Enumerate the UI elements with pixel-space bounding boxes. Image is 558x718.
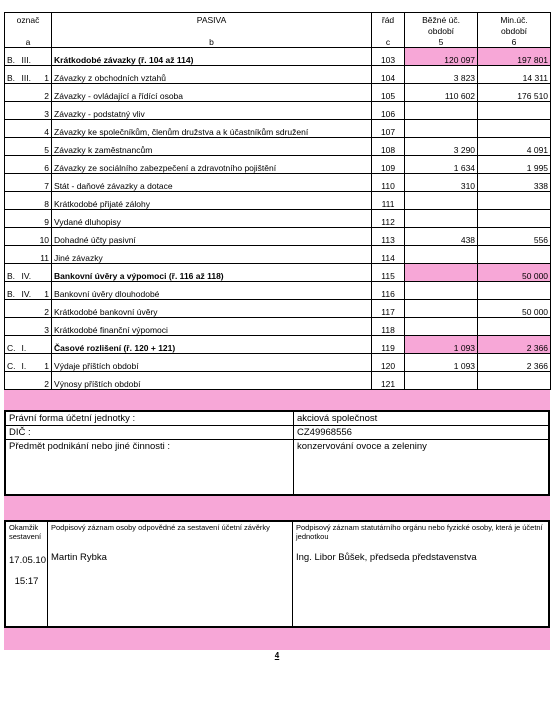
mark-item: 2	[38, 84, 52, 102]
row-number: 104	[372, 66, 405, 84]
previous-period-value	[478, 246, 551, 264]
header-row	[5, 13, 551, 48]
row-number: 117	[372, 300, 405, 318]
row-label: Krátkodobé finanční výpomoci	[52, 318, 372, 336]
current-period-value	[405, 264, 478, 282]
mark-item: 7	[38, 174, 52, 192]
table-row	[5, 48, 551, 66]
row-number: 112	[372, 210, 405, 228]
mark-group	[5, 120, 20, 138]
current-period-value	[405, 282, 478, 300]
table-row	[5, 120, 551, 138]
row-number: 116	[372, 282, 405, 300]
mark-subgroup	[20, 372, 38, 390]
table-row	[5, 192, 551, 210]
mark-item: 10	[38, 228, 52, 246]
preparer-signature-label: Podpisový záznam osoby odpovědné za sestavení účetní závěrky	[51, 523, 270, 532]
header-mark-label: označ	[16, 15, 40, 25]
current-period-value: 3 290	[405, 138, 478, 156]
table-row	[5, 282, 551, 300]
current-period-value: 120 097	[405, 48, 478, 66]
mark-item: 1	[38, 66, 52, 84]
mark-item: 3	[38, 102, 52, 120]
mark-item: 1	[38, 282, 52, 300]
previous-period-value: 50 000	[478, 300, 551, 318]
previous-period-value: 14 311	[478, 66, 551, 84]
balance-sheet-page	[4, 12, 550, 660]
mark-group	[5, 138, 20, 156]
row-label: Bankovní úvěry dlouhodobé	[52, 282, 372, 300]
row-number: 120	[372, 354, 405, 372]
header-mark	[5, 13, 52, 48]
current-period-value	[405, 210, 478, 228]
liabilities-table	[4, 12, 551, 390]
table-row	[5, 66, 551, 84]
dic-label: DIČ :	[6, 426, 294, 440]
mark-subgroup: III.	[20, 66, 38, 84]
current-period-value	[405, 300, 478, 318]
table-row	[5, 228, 551, 246]
compilation-moment-label: Okamžik sestavení	[9, 523, 42, 541]
mark-group: B.	[5, 264, 20, 282]
row-number: 111	[372, 192, 405, 210]
preparer-signature-cell	[48, 522, 293, 627]
mark-subgroup: III.	[20, 48, 38, 66]
header-pasiva-label: PASIVA	[196, 15, 227, 25]
activity-value: konzervování ovoce a zeleniny	[294, 440, 549, 495]
current-period-value: 310	[405, 174, 478, 192]
header-previous-period-label: Min.úč. období	[500, 15, 528, 36]
current-period-value: 1 634	[405, 156, 478, 174]
table-row	[5, 84, 551, 102]
header-previous-period-sub: 6	[511, 37, 517, 47]
mark-group	[5, 372, 20, 390]
row-label: Vydané dluhopisy	[52, 210, 372, 228]
header-current-period-sub: 5	[438, 37, 444, 47]
legal-form-value: akciová společnost	[294, 412, 549, 426]
header-pasiva-sub: b	[209, 37, 214, 47]
mark-group	[5, 246, 20, 264]
previous-period-value	[478, 282, 551, 300]
table-row	[5, 300, 551, 318]
row-label: Krátkodobé závazky (ř. 104 až 114)	[52, 48, 372, 66]
preparer-name: Martin Rybka	[51, 552, 107, 563]
header-mark-sub: a	[25, 37, 31, 47]
previous-period-value: 2 366	[478, 336, 551, 354]
table-row	[5, 174, 551, 192]
mark-item: 9	[38, 210, 52, 228]
mark-subgroup	[20, 246, 38, 264]
pink-band-3	[4, 628, 550, 650]
row-number: 114	[372, 246, 405, 264]
row-label: Závazky z obchodních vztahů	[52, 66, 372, 84]
previous-period-value: 50 000	[478, 264, 551, 282]
mark-subgroup	[20, 156, 38, 174]
current-period-value: 110 602	[405, 84, 478, 102]
current-period-value	[405, 246, 478, 264]
signature-section	[4, 520, 550, 628]
statutory-signature-label: Podpisový záznam statutárního orgánu nebo fyzické osoby, která je účetní jednotkou	[296, 523, 543, 541]
pink-band-1	[4, 390, 550, 410]
row-number: 108	[372, 138, 405, 156]
row-number: 110	[372, 174, 405, 192]
row-number: 113	[372, 228, 405, 246]
mark-item	[38, 48, 52, 66]
mark-subgroup	[20, 120, 38, 138]
mark-subgroup: I.	[20, 336, 38, 354]
row-number: 103	[372, 48, 405, 66]
mark-group	[5, 210, 20, 228]
header-current-period-label: Běžné úč. období	[422, 15, 460, 36]
current-period-value: 1 093	[405, 336, 478, 354]
mark-item: 5	[38, 138, 52, 156]
previous-period-value: 4 091	[478, 138, 551, 156]
previous-period-value	[478, 318, 551, 336]
row-label: Bankovní úvěry a výpomoci (ř. 116 až 118)	[52, 264, 372, 282]
mark-item: 3	[38, 318, 52, 336]
row-label: Výdaje příštích období	[52, 354, 372, 372]
mark-subgroup	[20, 300, 38, 318]
mark-subgroup	[20, 102, 38, 120]
statutory-signature-cell	[293, 522, 549, 627]
mark-subgroup	[20, 318, 38, 336]
row-number: 119	[372, 336, 405, 354]
mark-subgroup	[20, 84, 38, 102]
mark-subgroup	[20, 210, 38, 228]
table-row	[5, 246, 551, 264]
mark-item	[38, 264, 52, 282]
current-period-value	[405, 120, 478, 138]
row-number: 105	[372, 84, 405, 102]
table-row	[5, 210, 551, 228]
header-row-no-label: řád	[381, 15, 395, 25]
row-number: 115	[372, 264, 405, 282]
previous-period-value	[478, 210, 551, 228]
table-row	[5, 156, 551, 174]
row-label: Závazky - podstatný vliv	[52, 102, 372, 120]
row-number: 121	[372, 372, 405, 390]
mark-group	[5, 192, 20, 210]
table-row	[5, 372, 551, 390]
previous-period-value: 197 801	[478, 48, 551, 66]
row-label: Krátkodobé přijaté zálohy	[52, 192, 372, 210]
mark-subgroup: IV.	[20, 264, 38, 282]
table-row	[5, 336, 551, 354]
row-number: 107	[372, 120, 405, 138]
previous-period-value	[478, 372, 551, 390]
compilation-time: 15:17	[14, 576, 39, 587]
header-pasiva	[52, 13, 372, 48]
previous-period-value	[478, 102, 551, 120]
row-label: Krátkodobé bankovní úvěry	[52, 300, 372, 318]
table-row	[5, 264, 551, 282]
mark-group: C.	[5, 354, 20, 372]
table-row	[5, 354, 551, 372]
row-label: Závazky - ovládající a řídící osoba	[52, 84, 372, 102]
mark-subgroup: I.	[20, 354, 38, 372]
pink-band-2	[4, 496, 550, 520]
mark-subgroup	[20, 174, 38, 192]
mark-group	[5, 228, 20, 246]
row-number: 106	[372, 102, 405, 120]
current-period-value: 438	[405, 228, 478, 246]
mark-group	[5, 102, 20, 120]
row-label: Závazky k zaměstnancům	[52, 138, 372, 156]
header-previous-period	[478, 13, 551, 48]
statutory-name: Ing. Libor Bůšek, předseda představenstva	[296, 552, 477, 563]
table-row	[5, 318, 551, 336]
dic-value: CZ49968556	[294, 426, 549, 440]
company-info-section	[4, 410, 550, 496]
current-period-value	[405, 372, 478, 390]
header-row-no	[372, 13, 405, 48]
row-label: Závazky ze sociálního zabezpečení a zdravotního pojištění	[52, 156, 372, 174]
table-row	[5, 102, 551, 120]
header-row-no-sub: c	[385, 37, 391, 47]
previous-period-value: 1 995	[478, 156, 551, 174]
mark-item: 11	[38, 246, 52, 264]
previous-period-value: 176 510	[478, 84, 551, 102]
mark-item: 4	[38, 120, 52, 138]
legal-form-label: Právní forma účetní jednotky :	[6, 412, 294, 426]
mark-subgroup	[20, 138, 38, 156]
row-label: Dohadné účty pasivní	[52, 228, 372, 246]
mark-group: B.	[5, 48, 20, 66]
row-label: Časové rozlišení (ř. 120 + 121)	[52, 336, 372, 354]
activity-label: Předmět podnikání nebo jiné činnosti :	[6, 440, 294, 495]
mark-group	[5, 318, 20, 336]
previous-period-value: 2 366	[478, 354, 551, 372]
mark-group: C.	[5, 336, 20, 354]
mark-item	[38, 336, 52, 354]
mark-item: 2	[38, 300, 52, 318]
mark-group	[5, 84, 20, 102]
mark-group: B.	[5, 282, 20, 300]
current-period-value: 1 093	[405, 354, 478, 372]
header-current-period	[405, 13, 478, 48]
mark-item: 8	[38, 192, 52, 210]
table-row	[5, 138, 551, 156]
compilation-moment-cell	[6, 522, 48, 627]
page-number: 4	[274, 651, 280, 660]
mark-item: 1	[38, 354, 52, 372]
mark-subgroup	[20, 228, 38, 246]
current-period-value	[405, 192, 478, 210]
mark-item: 6	[38, 156, 52, 174]
row-number: 118	[372, 318, 405, 336]
mark-group	[5, 156, 20, 174]
mark-subgroup	[20, 192, 38, 210]
current-period-value	[405, 318, 478, 336]
mark-subgroup: IV.	[20, 282, 38, 300]
row-label: Výnosy příštích období	[52, 372, 372, 390]
previous-period-value	[478, 192, 551, 210]
row-number: 109	[372, 156, 405, 174]
previous-period-value: 338	[478, 174, 551, 192]
mark-item: 2	[38, 372, 52, 390]
previous-period-value: 556	[478, 228, 551, 246]
mark-group	[5, 174, 20, 192]
current-period-value: 3 823	[405, 66, 478, 84]
previous-period-value	[478, 120, 551, 138]
mark-group: B.	[5, 66, 20, 84]
mark-group	[5, 300, 20, 318]
row-label: Jiné závazky	[52, 246, 372, 264]
compilation-date: 17.05.10	[9, 555, 46, 566]
row-label: Závazky ke společníkům, členům družstva a k účastníkům sdružení	[52, 120, 372, 138]
row-label: Stát - daňové závazky a dotace	[52, 174, 372, 192]
current-period-value	[405, 102, 478, 120]
